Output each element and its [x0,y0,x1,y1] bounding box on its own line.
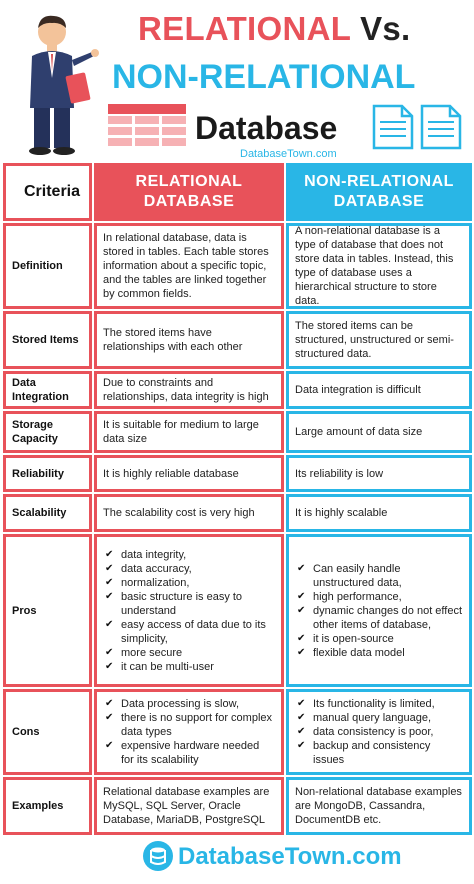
list-item: ✔ Data processing is slow, [103,697,275,711]
list-item: ✔ data consistency is poor, [295,725,463,739]
table-row [0,223,474,309]
table-row [0,311,474,369]
nonrelational-reliability: Its reliability is low [286,455,472,492]
criteria-definition: Definition [3,223,92,309]
table-row [0,411,474,453]
nonrelational-data-integration: Data integration is difficult [286,371,472,409]
title-relational: RELATIONAL [138,10,351,47]
list-item: ✔ more secure [103,646,275,660]
criteria-stored-items: Stored Items [3,311,92,369]
list-item: ✔ easy access of data due to its simplicity, [103,618,275,646]
list-item: ✔ flexible data model [295,646,463,660]
table-header-row [0,163,474,221]
list-item: ✔ backup and consistency issues [295,739,463,767]
list-item: ✔ it is open-source [295,632,463,646]
criteria-scalability: Scalability [3,494,92,532]
relational-reliability: It is highly reliable database [94,455,284,492]
document-icon [372,104,464,150]
businessman-illustration [8,8,108,158]
nonrelational-pros-list [295,562,463,660]
title-nonrelational: NON-RELATIONAL [112,58,416,96]
header-nonrelational: NON-RELATIONAL DATABASE [286,163,472,221]
relational-stored-items: The stored items have relationships with each other [94,311,284,369]
list-item: ✔ normalization, [103,576,275,590]
criteria-examples: Examples [3,777,92,835]
nonrelational-stored-items: The stored items can be structured, unstructured or semi-structured data. [286,311,472,369]
relational-pros [94,534,284,687]
nonrelational-scalability: It is highly scalable [286,494,472,532]
database-logo-icon [142,840,174,872]
list-item: ✔ data accuracy, [103,562,275,576]
list-item: ✔ there is no support for complex data types [103,711,275,739]
list-item: ✔ it can be multi-user [103,660,275,674]
relational-examples: Relational database examples are MySQL, SQL Server, Oracle Database, MariaDB, PostgreSQL [94,777,284,835]
table-row [0,534,474,687]
table-grid-icon [108,104,186,148]
criteria-pros: Pros [3,534,92,687]
nonrelational-cons-list [295,697,463,767]
list-item: ✔ expensive hardware needed for its scalability [103,739,275,767]
criteria-data-integration: Data Integration [3,371,92,409]
list-item: ✔ basic structure is easy to understand [103,590,275,618]
relational-cons [94,689,284,775]
criteria-storage-capacity: Storage Capacity [3,411,92,453]
criteria-reliability: Reliability [3,455,92,492]
title-line-1 [138,10,411,48]
title-database: Database [195,110,338,146]
header-relational: RELATIONAL DATABASE [94,163,284,221]
relational-storage-capacity: It is suitable for medium to large data size [94,411,284,453]
relational-scalability: The scalability cost is very high [94,494,284,532]
list-item: ✔ Can easily handle unstructured data, [295,562,463,590]
header-criteria: Criteria [3,163,92,221]
title-vs: Vs. [360,10,411,47]
table-row [0,494,474,532]
criteria-cons: Cons [3,689,92,775]
nonrelational-storage-capacity: Large amount of data size [286,411,472,453]
brand-small: DatabaseTown.com [240,148,337,160]
list-item: ✔ data integrity, [103,548,275,562]
nonrelational-definition: A non-relational database is a type of database that does not store data in tables. Instead, this type of database uses a hierarchical structure to store data. [286,223,472,309]
relational-pros-list [103,548,275,674]
relational-cons-list [103,697,275,767]
list-item: ✔ high performance, [295,590,463,604]
table-row [0,455,474,492]
list-item: ✔ manual query language, [295,711,463,725]
relational-data-integration: Due to constraints and relationships, data integrity is high [94,371,284,409]
nonrelational-pros [286,534,472,687]
footer-brand: DatabaseTown.com [178,843,402,870]
nonrelational-examples: Non-relational database examples are MongoDB, Cassandra, DocumentDB etc. [286,777,472,835]
nonrelational-cons [286,689,472,775]
list-item: ✔ dynamic changes do not effect other items of database, [295,604,463,632]
table-row [0,777,474,835]
relational-definition: In relational database, data is stored in tables. Each table stores information about a specific topic, and the tables are linked together by common fields. [94,223,284,309]
table-row [0,371,474,409]
table-row [0,689,474,775]
list-item: ✔ Its functionality is limited, [295,697,463,711]
